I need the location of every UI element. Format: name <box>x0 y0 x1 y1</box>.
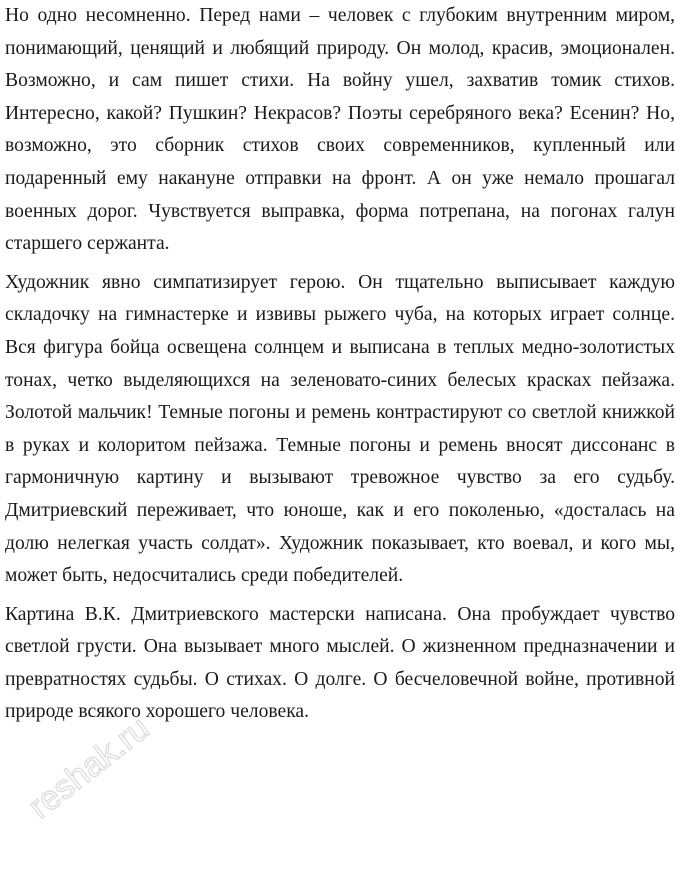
paragraph-1: Но одно несомненно. Перед нами – человек с глубоким внутренним миром, понимающий, ценящий и любящий природу. Он молод, красив, эмоционален. Возможно, и сам пишет стихи. На войну ушел, захватив томик стихов. Интересно, какой? Пушкин? Некрасов? Поэты серебряного века? Есенин? Но, возможно, это сборник стихов своих современников, купленный или подаренный ему накануне отправки на фронт. А он уже немало прошагал военных дорог. Чувствуется выправка, форма потрепана, на погонах галун старшего сержанта. <box>5 5 675 255</box>
document-page <box>5 0 675 729</box>
svg-text:reshak.ru: reshak.ru <box>21 709 157 827</box>
paragraph-3: Картина В.К. Дмитриевского мастерски написана. Она пробуждает чувство светлой грусти. Она вызывает много мыслей. О жизненном предназначении и превратностях судьбы. О стихах. О долге. О бесчеловечной войне, противной природе всякого хорошего человека. <box>5 603 675 723</box>
paragraph-2: Художник явно симпатизирует герою. Он тщательно выписывает каждую складочку на гимнастерке и извивы рыжего чуба, на которых играет солнце. Вся фигура бойца освещена солнцем и выписана в теплых медно-золотистых тонах, четко выделяющихся на зеленовато-синих белесых красках пейзажа. Золотой мальчик! Темные погоны и ремень контрастируют со светлой книжкой в руках и колоритом пейзажа. Темные погоны и ремень вносят диссонанс в гармоничную картину и вызывают тревожное чувство за его судьбу. Дмитриевский переживает, что юноше, как и его поколенью, «досталась на долю нелегкая участь солдат». Художник показывает, кто воевал, и кого мы, может быть, недосчитались среди победителей. <box>5 271 675 587</box>
